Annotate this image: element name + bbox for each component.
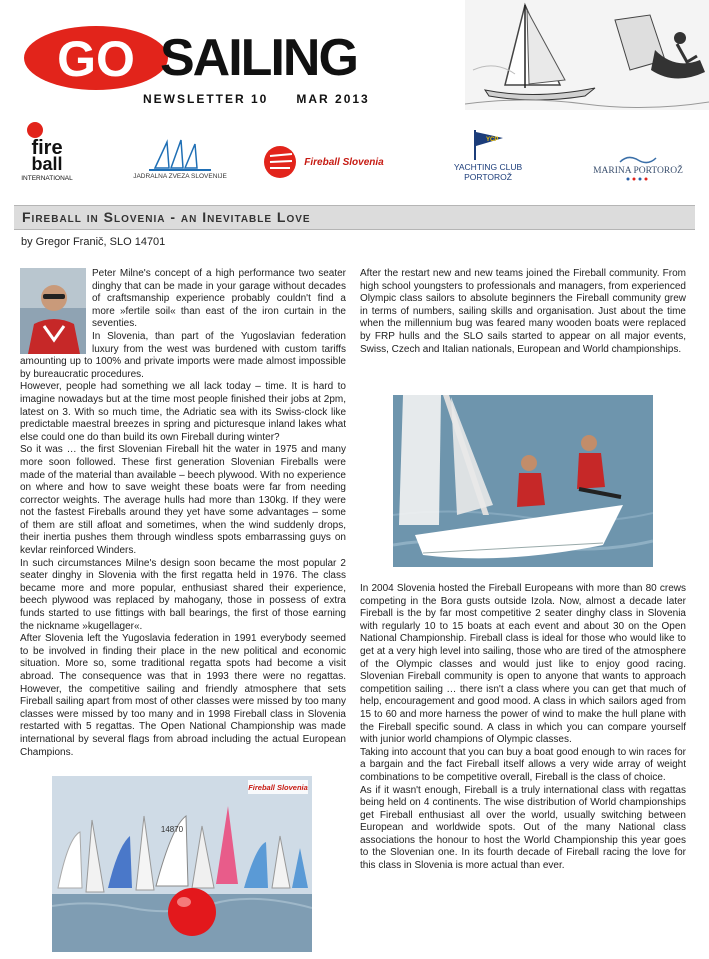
fireball-slovenia-emblem-icon — [262, 142, 298, 182]
fireball-word-ball: ball — [31, 154, 63, 174]
fleet-banner-text: Fireball Slovenia — [248, 783, 308, 792]
fleet-racing-photo — [52, 776, 312, 952]
article-byline: by Gregor Franič, SLO 14701 — [21, 236, 166, 248]
left-paragraph-1: Peter Milne's concept of a high performance two seater dinghy that can be made in your garage without decades of craftsmanship experience probably couldn't find a more »fertile soil« than east of the iron curtain in the seventies. — [92, 268, 346, 330]
fireball-word-fire: fire — [31, 137, 63, 159]
left-paragraph-5: In such circumstances Milne's design soon became the most popular 2 seater dinghy in Slovenia with the first regatta held in 1976. The class became more and more popular, enthusiast shared their experience, beech plywood was replaced by mahogany, those in possess of extra funds started to use fittings with ball bearings, the first of those earning the nickname »kugellager«. — [20, 557, 346, 632]
newsletter-issue — [143, 92, 370, 106]
yachting-club-portoroz-logo — [436, 120, 540, 182]
ycp-badge-text: YCP — [486, 137, 499, 143]
sailing-sketch-illustration — [465, 0, 709, 110]
marina-wave-icon — [618, 152, 658, 166]
article-column-left — [20, 268, 346, 759]
marina-portoroz-logo — [586, 120, 690, 182]
ycp-caption: YACHTING CLUB PORTOROŽ — [453, 162, 523, 182]
fireball-duo-sailing-photo — [393, 395, 653, 567]
left-paragraph-6: After Slovenia left the Yugoslavia federation in 1991 everybody seemed to be involved in finding their place in the new political and economic situation. More so, some traditional regatta spots had become a visit abroad. The consequence was that in 1993 there were no regattas. However, the competitive sailing and friendly atmosphere that sets Fireball sailing apart from most of other classes were missed by too many classes were missed by too many and in 1998 Fireball class in Slovenia restarted with 5 regattas. The Open National Championship was made international by several flags from abroad including the actual European Champions. — [20, 633, 346, 758]
right-paragraph-1: After the restart new and new teams joined the Fireball community. From high school youngsters to professionals and managers, from experienced Olympic class sailors to absolute beginners the Fireball community grew in terms of numbers, sailing skills and organisation. Just about the time when the millennium bug was feared many wooden boats were replaced by FRP hulls and the SLO sails started to appear on all major events, Swiss, Czech and Italian nationals, European and World championships. — [360, 268, 686, 355]
newsletter-header — [0, 0, 709, 200]
jzs-sails-icon — [145, 138, 215, 172]
left-paragraph-4: So it was … the first Slovenian Fireball hit the water in 1975 and many more soon followed. These first generation Slovenian Fireballs were made of the material than available – beech plywood. With no experience on where and how to save weight these boats were far from needing corrector weights. The average hulls had more than 130kg. If they were not the fastest Fireballs around they yet have some advantages – some of them are still afloat and sometimes, when the wind suddenly drops, their inertia pushes them through windless spots embarrassing guys on kevlar reinforced Winders. — [20, 444, 346, 557]
fireball-slovenia-caption: Fireball Slovenia — [304, 156, 384, 168]
right-paragraph-3: Taking into account that you can buy a boat good enough to win races for a bargain and the fact Fireball itself allows a very wide array of weight combinations to be competitive overall, Fireball is the class of choice. — [360, 746, 686, 783]
author-portrait-photo — [20, 268, 86, 354]
fireball-word-international: INTERNATIONAL — [21, 175, 73, 182]
newsletter-number: NEWSLETTER 10 — [143, 92, 269, 106]
left-paragraph-3: However, people had something we all lack today – time. It is hard to imagine nowadays but at the time most people finished their jobs at 2pm, latest on 3. With so much time, the Adriatic sea with its Swiss-clock like predictable maestral breezes in spring and picturesque inland lakes what else could one do than build its own Fireball during winter? — [20, 381, 346, 443]
article-column-right-bottom — [360, 583, 686, 873]
fireball-international-mark — [17, 122, 77, 182]
marina-caption: MARINA PORTOROŽ — [593, 166, 683, 176]
logo-sailing-text: SAILING — [160, 29, 357, 87]
marina-dots-icon — [618, 176, 658, 182]
right-paragraph-2: In 2004 Slovenia hosted the Fireball Europeans with more than 80 crews competing in the Bora gusts outside Izola. Now, almost a decade later Fireball is the by far most competitive 2 seater dinghy class in Slovenia with regularly 10 to 15 boats at each event and about 30 on the Open National Championship. Fireball class is ideal for those who would like to get at a very high level into sailing, those who are tired of the atmosphere of the Olympic classes and would just like to enjoy good racing. Slovenian Fireball community is open to anyone that wants to approach competition sailing … there isn't a class where you can get that much of help, encouragement and good mood. A class in which sailors aged from 15 to 60 and more harness the power of wind to make the hull plane with the Fireball specific sound. A class in which you can compare yourself with junior world champions of Olympic classes. — [360, 583, 686, 746]
fireball-international-logo — [16, 120, 78, 182]
issue-date: MAR 2013 — [296, 92, 370, 106]
right-paragraph-4: As if it wasn't enough, Fireball is a truly international class with regattas being held on 4 continents. The wise distribution of World championships get Fireball enthusiast all over the world, usually switching between European and worldwide spots. Out of the many National class associations the honour to host the World Championship this year goes to the Slovenian one. In its fourth decade of Fireball racing the love for this class in Slovenia is more actual than ever. — [360, 784, 686, 872]
logo-go-text: GO — [57, 31, 135, 87]
jzs-caption: JADRALNA ZVEZA SLOVENIJE — [133, 173, 227, 180]
article-column-right-top — [360, 268, 686, 356]
jadralna-zveza-logo — [126, 120, 234, 182]
article-title: Fireball in Slovenia - an Inevitable Love — [22, 209, 311, 225]
article-title-bar — [14, 205, 695, 230]
go-logo — [22, 24, 170, 92]
ycp-burgee-icon — [471, 128, 505, 162]
fireball-slovenia-logo — [258, 120, 388, 182]
left-paragraph-2: In Slovenia, than part of the Yugoslavian federation luxury from the west was burdened with custom tariffs amounting up to 100% and private imports were made almost impossible by bureaucratic procedures. — [20, 330, 346, 380]
fleet-sail-number: 14870 — [160, 825, 184, 834]
